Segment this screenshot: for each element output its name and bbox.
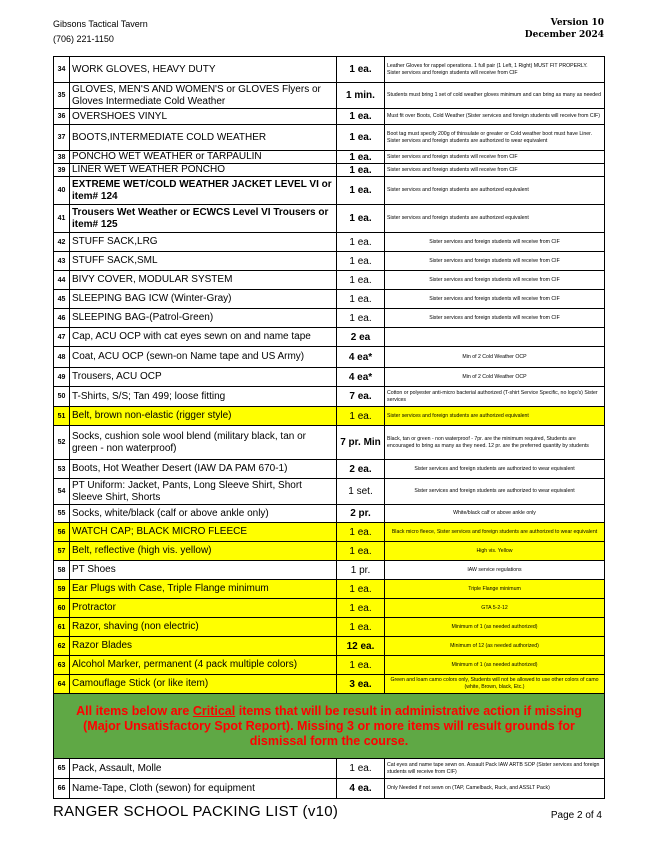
item-note bbox=[385, 328, 605, 347]
critical-notice-lead: All items below are bbox=[76, 703, 193, 718]
org-phone: (706) 221-1150 bbox=[53, 34, 114, 44]
item-quantity: 1 ea. bbox=[337, 656, 385, 675]
item-quantity: 2 ea bbox=[337, 328, 385, 347]
item-quantity: 1 ea. bbox=[337, 151, 385, 164]
item-description: Trousers Wet Weather or ECWCS Level VI Trousers or item# 125 bbox=[70, 205, 337, 233]
item-quantity: 1 ea. bbox=[337, 177, 385, 205]
item-quantity: 7 ea. bbox=[337, 387, 385, 407]
item-number: 47 bbox=[54, 328, 70, 347]
item-note: IAW service regulations bbox=[385, 561, 605, 580]
item-number: 41 bbox=[54, 205, 70, 233]
item-number: 53 bbox=[54, 460, 70, 479]
item-quantity: 1 ea. bbox=[337, 599, 385, 618]
table-row bbox=[54, 164, 605, 177]
item-quantity: 1 ea. bbox=[337, 271, 385, 290]
item-note: Cat eyes and name tape sewn on. Assault Pack IAW ARTB SOP (Sister services and foreign students will receive from CIF) bbox=[385, 759, 605, 779]
table-row bbox=[54, 109, 605, 125]
item-number: 43 bbox=[54, 252, 70, 271]
item-note: Green and loam camo colors only, Students will not be allowed to use other colors of camo (white, Brown, black, Etc.) bbox=[385, 675, 605, 694]
item-number: 64 bbox=[54, 675, 70, 694]
item-note: Students must bring 1 set of cold weather gloves minimum and can bring as many as needed bbox=[385, 83, 605, 109]
table-row bbox=[54, 523, 605, 542]
item-note: Only Needed if not sewn on (TAP, Camelback, Ruck, and ASSLT Pack) bbox=[385, 779, 605, 799]
item-number: 54 bbox=[54, 479, 70, 505]
item-quantity: 1 ea. bbox=[337, 759, 385, 779]
item-description: Name-Tape, Cloth (sewon) for equipment bbox=[70, 779, 337, 799]
item-description: Socks, white/black (calf or above ankle only) bbox=[70, 505, 337, 523]
item-note: GTA 5-2-12 bbox=[385, 599, 605, 618]
item-number: 46 bbox=[54, 309, 70, 328]
item-note: Sister services and foreign students are authorized equivalent bbox=[385, 205, 605, 233]
item-note: Sister services and foreign students are authorized equivalent bbox=[385, 407, 605, 426]
item-note: Sister services and foreign students will receive from CIF bbox=[385, 290, 605, 309]
item-note: Sister services and foreign students are authorized to wear equivalent bbox=[385, 479, 605, 505]
critical-notice-rest: items that will be result in administrative action if missing (Major Unsatisfactory Spot Report). Missing 3 or more items will result grounds for dismissal form the course. bbox=[83, 703, 582, 748]
item-number: 44 bbox=[54, 271, 70, 290]
table-row bbox=[54, 580, 605, 599]
table-row bbox=[54, 542, 605, 561]
item-description: Trousers, ACU OCP bbox=[70, 368, 337, 387]
item-note: Triple Flange minimum bbox=[385, 580, 605, 599]
item-quantity: 1 ea. bbox=[337, 523, 385, 542]
item-quantity: 1 pr. bbox=[337, 561, 385, 580]
item-description: GLOVES, MEN'S AND WOMEN'S or GLOVES Flyers or Gloves Intermediate Cold Weather bbox=[70, 83, 337, 109]
item-description: T-Shirts, S/S; Tan 499; loose fitting bbox=[70, 387, 337, 407]
item-description: Socks, cushion sole wool blend (military black, tan or green - non waterproof) bbox=[70, 426, 337, 460]
item-number: 34 bbox=[54, 57, 70, 83]
item-note: Sister services and foreign students will receive from CIF bbox=[385, 164, 605, 177]
header-left bbox=[53, 17, 148, 47]
table-row bbox=[54, 309, 605, 328]
table-row bbox=[54, 125, 605, 151]
version-label: Version 10 bbox=[550, 18, 604, 28]
item-quantity: 1 ea. bbox=[337, 252, 385, 271]
item-number: 55 bbox=[54, 505, 70, 523]
org-name: Gibsons Tactical Tavern bbox=[53, 19, 148, 29]
table-row bbox=[54, 177, 605, 205]
critical-notice-emphasis: Critical bbox=[192, 703, 236, 718]
item-number: 66 bbox=[54, 779, 70, 799]
item-note: Sister services and foreign students will receive from CIF bbox=[385, 309, 605, 328]
table-row bbox=[54, 759, 605, 779]
item-description: Alcohol Marker, permanent (4 pack multiple colors) bbox=[70, 656, 337, 675]
item-note: Black micro fleece, Sister services and foreign students are authorized to wear equivalent bbox=[385, 523, 605, 542]
item-number: 49 bbox=[54, 368, 70, 387]
item-number: 51 bbox=[54, 407, 70, 426]
item-quantity: 2 pr. bbox=[337, 505, 385, 523]
item-number: 60 bbox=[54, 599, 70, 618]
item-note: High vis. Yellow bbox=[385, 542, 605, 561]
table-row bbox=[54, 426, 605, 460]
item-quantity: 1 set. bbox=[337, 479, 385, 505]
packing-list-table bbox=[53, 56, 605, 799]
item-quantity: 1 ea. bbox=[337, 125, 385, 151]
item-description: LINER WET WEATHER PONCHO bbox=[70, 164, 337, 177]
item-number: 62 bbox=[54, 637, 70, 656]
table-row bbox=[54, 57, 605, 83]
item-quantity: 4 ea. bbox=[337, 779, 385, 799]
item-number: 61 bbox=[54, 618, 70, 637]
item-note: Min of 2 Cold Weather OCP bbox=[385, 347, 605, 368]
table-row bbox=[54, 407, 605, 426]
critical-notice bbox=[54, 694, 605, 759]
item-number: 52 bbox=[54, 426, 70, 460]
item-description: SLEEPING BAG-(Patrol-Green) bbox=[70, 309, 337, 328]
table-row bbox=[54, 460, 605, 479]
item-quantity: 1 ea. bbox=[337, 205, 385, 233]
item-quantity: 1 ea. bbox=[337, 618, 385, 637]
item-quantity: 1 ea. bbox=[337, 290, 385, 309]
item-number: 45 bbox=[54, 290, 70, 309]
version-date: December 2024 bbox=[524, 30, 604, 40]
item-description: Belt, reflective (high vis. yellow) bbox=[70, 542, 337, 561]
item-description: WATCH CAP; BLACK MICRO FLEECE bbox=[70, 523, 337, 542]
item-quantity: 7 pr. Min bbox=[337, 426, 385, 460]
item-quantity: 1 ea. bbox=[337, 233, 385, 252]
item-description: PT Uniform: Jacket, Pants, Long Sleeve Shirt, Short Sleeve Shirt, Shorts bbox=[70, 479, 337, 505]
table-row bbox=[54, 656, 605, 675]
table-row bbox=[54, 328, 605, 347]
critical-notice-section bbox=[54, 694, 605, 759]
item-description: Belt, brown non-elastic (rigger style) bbox=[70, 407, 337, 426]
item-quantity: 3 ea. bbox=[337, 675, 385, 694]
item-description: OVERSHOES VINYL bbox=[70, 109, 337, 125]
table-row bbox=[54, 252, 605, 271]
item-quantity: 1 ea. bbox=[337, 407, 385, 426]
item-description: BOOTS,INTERMEDIATE COLD WEATHER bbox=[70, 125, 337, 151]
item-note: Sister services and foreign students will receive from CIF bbox=[385, 233, 605, 252]
item-quantity: 1 ea. bbox=[337, 109, 385, 125]
item-description: Boots, Hot Weather Desert (IAW DA PAM 670-1) bbox=[70, 460, 337, 479]
table-row bbox=[54, 387, 605, 407]
item-note: Sister services and foreign students will receive from CIF bbox=[385, 271, 605, 290]
critical-notice-row bbox=[54, 694, 605, 759]
table-row bbox=[54, 637, 605, 656]
item-quantity: 2 ea. bbox=[337, 460, 385, 479]
item-description: PONCHO WET WEATHER or TARPAULIN bbox=[70, 151, 337, 164]
item-note: White/black calf or above ankle only bbox=[385, 505, 605, 523]
table-row bbox=[54, 290, 605, 309]
item-number: 40 bbox=[54, 177, 70, 205]
item-number: 65 bbox=[54, 759, 70, 779]
table-row bbox=[54, 479, 605, 505]
item-description: Pack, Assault, Molle bbox=[70, 759, 337, 779]
item-description: BIVY COVER, MODULAR SYSTEM bbox=[70, 271, 337, 290]
table-row bbox=[54, 271, 605, 290]
item-description: EXTREME WET/COLD WEATHER JACKET LEVEL VI or item# 124 bbox=[70, 177, 337, 205]
item-note: Boot tag must specify 200g of thinsulate or greater or Cold weather boot must have Liner. Sister services and foreign students are authorized to wear equivalent bbox=[385, 125, 605, 151]
item-number: 36 bbox=[54, 109, 70, 125]
item-note: Minimum of 1 (as needed authorized) bbox=[385, 656, 605, 675]
table-row bbox=[54, 675, 605, 694]
item-number: 35 bbox=[54, 83, 70, 109]
item-quantity: 1 ea. bbox=[337, 164, 385, 177]
item-number: 57 bbox=[54, 542, 70, 561]
item-note: Min of 2 Cold Weather OCP bbox=[385, 368, 605, 387]
item-number: 42 bbox=[54, 233, 70, 252]
document-title: RANGER SCHOOL PACKING LIST (v10) bbox=[53, 803, 339, 820]
item-note: Sister services and foreign students will receive from CIF bbox=[385, 252, 605, 271]
header-right bbox=[525, 17, 604, 41]
item-quantity: 1 ea. bbox=[337, 542, 385, 561]
item-note: Leather Gloves for rappel operations. 1 full pair (1 Left, 1 Right) MUST FIT PROPERLY. Sister services and foreign students will receive from CIF bbox=[385, 57, 605, 83]
table-row bbox=[54, 83, 605, 109]
item-note: Sister services and foreign students will receive from CIF bbox=[385, 151, 605, 164]
table-row bbox=[54, 561, 605, 580]
item-note: Minimum of 12 (as needed authorized) bbox=[385, 637, 605, 656]
item-number: 39 bbox=[54, 164, 70, 177]
item-number: 58 bbox=[54, 561, 70, 580]
table-row bbox=[54, 205, 605, 233]
item-quantity: 1 ea. bbox=[337, 57, 385, 83]
item-description: Protractor bbox=[70, 599, 337, 618]
table-row bbox=[54, 505, 605, 523]
item-description: Ear Plugs with Case, Triple Flange minimum bbox=[70, 580, 337, 599]
item-number: 63 bbox=[54, 656, 70, 675]
item-note: Cotton or polyester anti-micro bacterial authorized (T-shirt Service Specific, no logo's) Sister services bbox=[385, 387, 605, 407]
table-row bbox=[54, 347, 605, 368]
table-row bbox=[54, 618, 605, 637]
item-description: STUFF SACK,SML bbox=[70, 252, 337, 271]
item-note: Must fit over Boots, Cold Weather (Sister services and foreign students will receive from CIF) bbox=[385, 109, 605, 125]
table-row bbox=[54, 233, 605, 252]
page-number: Page 2 of 4 bbox=[550, 810, 602, 821]
item-quantity: 4 ea* bbox=[337, 347, 385, 368]
item-note: Sister services and foreign students are authorized equivalent bbox=[385, 177, 605, 205]
item-note: Minimum of 1 (as needed authorized) bbox=[385, 618, 605, 637]
item-description: Razor Blades bbox=[70, 637, 337, 656]
item-quantity: 12 ea. bbox=[337, 637, 385, 656]
item-number: 59 bbox=[54, 580, 70, 599]
table-row bbox=[54, 151, 605, 164]
item-description: WORK GLOVES, HEAVY DUTY bbox=[70, 57, 337, 83]
item-quantity: 1 ea. bbox=[337, 580, 385, 599]
item-description: PT Shoes bbox=[70, 561, 337, 580]
item-description: SLEEPING BAG ICW (Winter-Gray) bbox=[70, 290, 337, 309]
item-quantity: 4 ea* bbox=[337, 368, 385, 387]
item-number: 37 bbox=[54, 125, 70, 151]
table-row bbox=[54, 599, 605, 618]
item-note: Black, tan or green - non waterproof - 7pr. are the minimum required, Students are encouraged to bring as many as they need. 12 pr. are the preferred quantity by students bbox=[385, 426, 605, 460]
critical-items-body bbox=[54, 759, 605, 799]
item-note: Sister services and foreign students are authorized to wear equivalent bbox=[385, 460, 605, 479]
item-quantity: 1 ea. bbox=[337, 309, 385, 328]
item-description: Razor, shaving (non electric) bbox=[70, 618, 337, 637]
item-description: Cap, ACU OCP with cat eyes sewn on and name tape bbox=[70, 328, 337, 347]
item-description: STUFF SACK,LRG bbox=[70, 233, 337, 252]
item-number: 38 bbox=[54, 151, 70, 164]
table-row bbox=[54, 368, 605, 387]
item-number: 56 bbox=[54, 523, 70, 542]
item-quantity: 1 min. bbox=[337, 83, 385, 109]
packing-list-body bbox=[54, 57, 605, 694]
item-description: Camouflage Stick (or like item) bbox=[70, 675, 337, 694]
item-number: 50 bbox=[54, 387, 70, 407]
table-row bbox=[54, 779, 605, 799]
item-description: Coat, ACU OCP (sewn-on Name tape and US Army) bbox=[70, 347, 337, 368]
item-number: 48 bbox=[54, 347, 70, 368]
